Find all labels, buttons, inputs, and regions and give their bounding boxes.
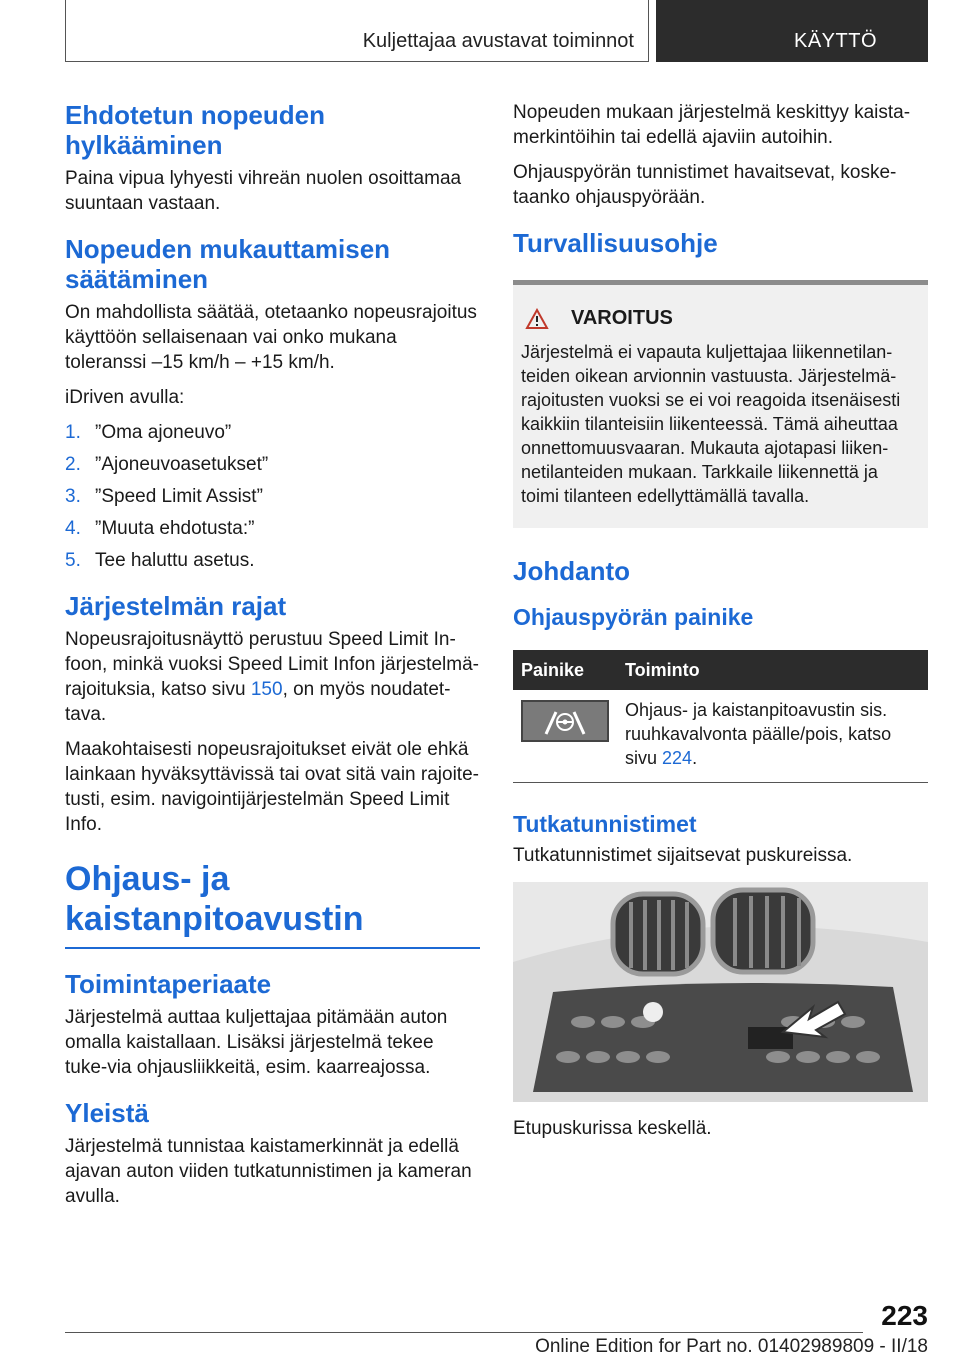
page-link-150[interactable]: 150 [250,679,283,700]
right-column [513,100,928,1151]
table-header-function: Toiminto [617,650,928,690]
text-adjust-setting: On mahdollista säätää, otetaanko nopeusrajoitus käyttöön sellaisenaan vai onko mukana toleranssi –15 km/h – +15 km/h. [65,302,477,373]
footer-edition: Online Edition for Part no. 01402989809 - II/18 [535,1336,928,1357]
page-number: 223 [881,1300,928,1331]
photo-caption: Etupuskurissa keskellä. [513,1118,712,1139]
heading-safety: Turvallisuusohje [513,228,718,258]
table-header-button: Painike [513,650,617,690]
footer-rule [65,1332,863,1333]
list-item: 3. ”Speed Limit Assist” [65,486,263,507]
button-table [513,650,928,783]
warning-text: Järjestelmä ei vapauta kuljettajaa liikennetilan-teiden oikean arvionnin vastuusta. Järjestelmä-rajoitusten vuoksi se ei voi reagoida itsenäisesti kaikkiin tilanteisiin liikenteessä. Tämä aiheuttaa onnettomuusvaaran. Mukauta ajotapasi liiken-netilanteiden mukaan. Tarkkaile liikennettä ja toimi tilanteen edellyttämällä tavalla. [521,342,901,506]
text-idrive: iDriven avulla: [65,387,185,408]
text-system-limits-2: Maakohtaisesti nopeusrajoitukset eivät ole ehkä lainkaan hyväksyttävissä tai ovat sitä vain rajoite-tusti, esim. navigointijärjestelmän Speed Limit Info. [65,739,479,835]
heading-radar-sensors: Tutkatunnistimet [513,811,697,837]
front-bumper-photo [513,882,928,1102]
idrive-steps-list [65,420,480,573]
table-row [513,690,928,783]
text-general: Järjestelmä tunnistaa kaistamerkinnät ja edellä ajavan auton viiden tutkatunnistimen ja kameran avulla. [65,1136,472,1207]
heading-system-limits: Järjestelmän rajat [65,591,287,621]
table-cell-function: Ohjaus- ja kaistanpitoavustin sis. ruuhkavalvonta päälle/pois, katso sivu 224. [617,690,928,783]
text-intro-2: Ohjauspyörän tunnistimet havaitsevat, koske-taanko ohjauspyörään. [513,162,897,208]
text-reject-suggestion: Paina vipua lyhyesti vihreän nuolen osoittamaa suuntaan vastaan. [65,168,462,214]
text-operating-principle: Järjestelmä auttaa kuljettajaa pitämään auton omalla kaistallaan. Lisäksi järjestelmä tekee tuke-via ohjausliikkeitä, esim. kaarreajossa. [65,1007,448,1078]
page-link-224[interactable]: 224 [662,748,693,768]
heading-reject-suggestion: Ehdotetun nopeuden hylkääminen [65,100,325,160]
header-section-title: Kuljettajaa avustavat toiminnot [362,30,634,52]
heading-adjust-setting: Nopeuden mukauttamisen säätäminen [65,234,391,294]
heading-operating-principle: Toimintaperiaate [65,969,272,999]
warning-triangle-icon [525,308,549,330]
warning-label: VAROITUS [571,307,673,329]
text-intro-1: Nopeuden mukaan järjestelmä keskittyy kaista-merkintöihin tai edellä ajaviin autoihin. [513,102,911,148]
left-column [65,100,480,1227]
heading-introduction: Johdanto [513,556,630,586]
list-item: 5. Tee haluttu asetus. [65,550,255,571]
heading-wheel-button: Ohjauspyörän painike [513,604,754,630]
text-system-limits: Nopeusrajoitusnäyttö perustuu Speed Limit In-foon, minkä vuoksi Speed Limit Infon järjestelmä-rajoituksia, katso sivu 150, on myös noudatet-tava. [65,629,479,725]
text-radar-sensors: Tutkatunnistimet sijaitsevat puskureissa. [513,845,853,866]
list-item: 1. ”Oma ajoneuvo” [65,422,232,443]
heading-general: Yleistä [65,1098,149,1128]
warning-box [513,280,928,528]
list-item: 4. ”Muuta ehdotusta:” [65,518,255,539]
header-section-tab [65,0,649,62]
list-item: 2. ”Ajoneuvoasetukset” [65,454,269,475]
heading-rule [65,947,480,949]
heading-steering-lane-assistant: Ohjaus- ja kaistanpitoavustin [65,860,364,938]
lane-assist-button-graphic [521,700,609,742]
header-chapter-title: KÄYTTÖ [794,30,878,52]
lane-assist-icon [540,706,590,736]
header-chapter-tab [656,0,928,62]
